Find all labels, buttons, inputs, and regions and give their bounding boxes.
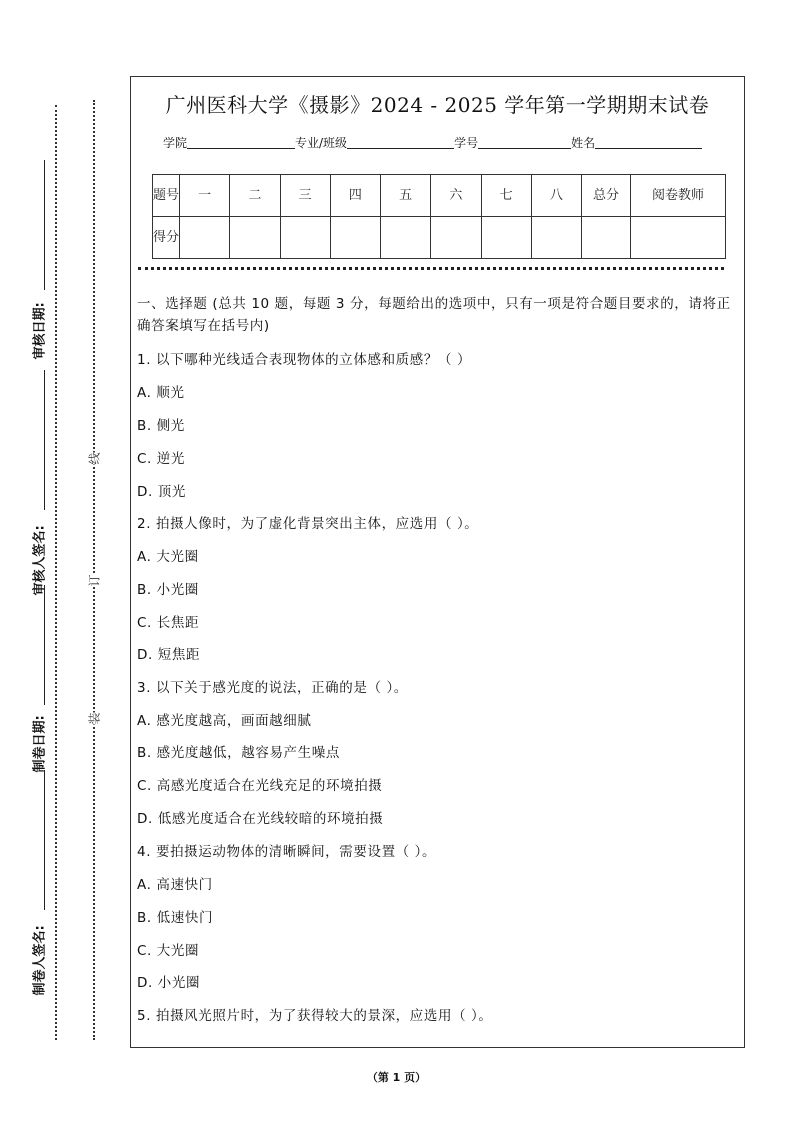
question-stem: 2. 拍摄人像时，为了虚化背景突出主体，应选用（ ）。 [137,516,479,532]
option: A. 感光度越高，画面越细腻 [137,713,312,729]
dotted-line-outer [55,105,57,1040]
score-table [152,174,726,259]
question-stem: 4. 要拍摄运动物体的清晰瞬间，需要设置（ ）。 [137,844,437,860]
score-col-8: 八 [531,175,581,217]
option: A. 高速快门 [137,877,213,893]
score-col-2: 二 [230,175,280,217]
major-field[interactable] [347,136,454,149]
option: C. 大光圈 [137,943,200,959]
maker-date-label: 制卷日期: [32,715,48,773]
score-col-5: 五 [381,175,431,217]
college-field[interactable] [187,136,295,149]
reviewer-sign-label: 审核人签名: [32,525,48,596]
page-number: （第 1 页） [366,1071,427,1084]
score-cell[interactable] [180,217,230,259]
option: C. 高感光度适合在光线充足的环境拍摄 [137,778,383,794]
student-id-label: 学号 [454,136,479,150]
score-col-4: 四 [330,175,380,217]
score-table-score-row [153,217,726,259]
score-cell[interactable] [381,217,431,259]
score-cell[interactable] [531,217,581,259]
major-label: 专业/班级 [295,136,348,150]
score-cell[interactable] [431,217,481,259]
question-stem: 3. 以下关于感光度的说法，正确的是（ ）。 [137,680,408,696]
score-table-header-row [153,175,726,217]
exam-frame [130,76,745,1048]
maker-sign-label: 制卷人签名: [32,925,48,996]
score-col-3: 三 [280,175,330,217]
score-col-7: 七 [481,175,531,217]
score-col-1: 一 [180,175,230,217]
option: B. 低速快门 [137,910,214,926]
maker-sign-underline [44,770,45,910]
option: B. 侧光 [137,418,185,434]
review-date-underline [44,160,45,290]
dotted-line-inner [93,100,95,1040]
score-cell-total[interactable] [582,217,631,259]
name-field[interactable] [595,136,702,149]
student-id-field[interactable] [478,136,571,149]
option: B. 小光圈 [137,582,199,598]
score-col-total: 总分 [582,175,631,217]
question-stem: 5. 拍摄风光照片时，为了获得较大的景深，应选用（ ）。 [137,1008,493,1024]
option: C. 长焦距 [137,615,200,631]
section-heading: 一、选择题 (总共 10 题，每题 3 分，每题给出的选项中，只有一项是符合题目要求的，请将正确答案填写在括号内) [137,296,731,334]
college-label: 学院 [163,136,188,150]
name-label: 姓名 [571,136,596,150]
maker-date-underline [44,585,45,705]
score-col-teacher: 阅卷教师 [631,175,726,217]
option: D. 低感光度适合在光线较暗的环境拍摄 [137,811,384,827]
bind-order-char: 订 [87,574,102,587]
dotted-separator [138,267,724,270]
review-date-label: 审核日期: [32,302,48,360]
score-cell-teacher[interactable] [631,217,726,259]
student-info-row [163,134,702,151]
score-table-row-label: 得分 [153,217,180,259]
score-col-6: 六 [431,175,481,217]
score-cell[interactable] [280,217,330,259]
exam-title: 广州医科大学《摄影》2024 - 2025 学年第一学期期末试卷 [165,93,710,117]
option: A. 大光圈 [137,549,199,565]
option: A. 顺光 [137,385,185,401]
option: D. 短焦距 [137,647,201,663]
bind-fold-char: 装 [87,712,102,725]
score-table-row-label: 题号 [153,175,180,217]
reviewer-sign-underline [44,370,45,510]
score-cell[interactable] [230,217,280,259]
option: D. 顶光 [137,484,186,500]
score-cell[interactable] [481,217,531,259]
question-stem: 1. 以下哪种光线适合表现物体的立体感和质感？（ ） [137,352,472,368]
option: C. 逆光 [137,451,186,467]
score-cell[interactable] [330,217,380,259]
option: D. 小光圈 [137,975,201,991]
option: B. 感光度越低，越容易产生噪点 [137,745,340,761]
bind-line-char: 线 [87,452,102,465]
